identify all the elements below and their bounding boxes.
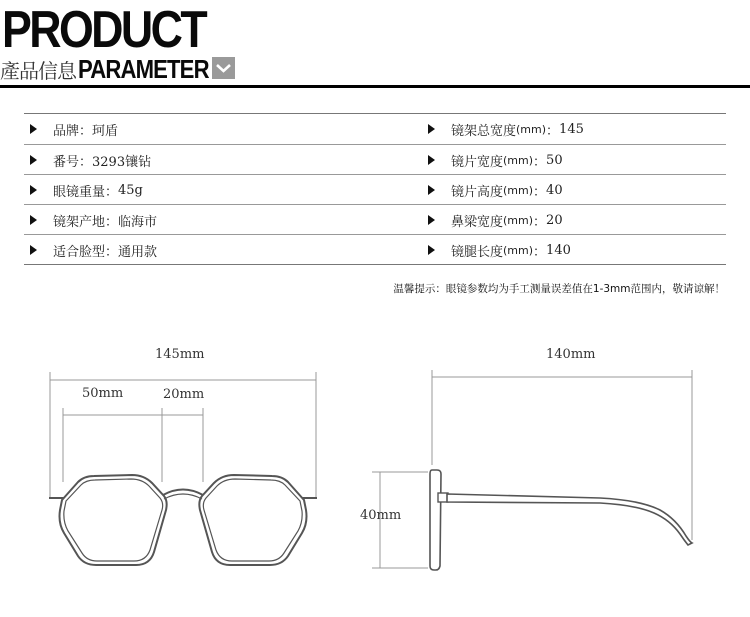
spec-separator: ：	[533, 214, 547, 230]
front-total-width-label: 145mm	[155, 347, 205, 362]
bridge-width-label: 20mm	[163, 387, 205, 402]
lens-width-label: 50mm	[82, 386, 124, 401]
spec-label: 眼镜重量：	[53, 184, 119, 200]
spec-label: 镜片高度	[451, 184, 504, 200]
spec-value: 140	[546, 242, 571, 258]
spec-label: 镜腿长度	[451, 244, 504, 260]
spec-value: 临海市	[118, 214, 158, 230]
measurement-notice: 温馨提示：眼镜参数均为手工测量误差值在1-3mm范围内，敬请谅解！	[393, 283, 725, 295]
spec-unit: (mm)	[516, 122, 547, 136]
spec-label: 品牌：	[53, 123, 93, 139]
spec-separator: ：	[533, 244, 547, 260]
glasses-side-view	[430, 470, 692, 570]
spec-value: 通用款	[118, 244, 158, 260]
spec-unit: (mm)	[503, 213, 534, 227]
spec-value: 珂盾	[92, 123, 119, 139]
temple-length-label: 140mm	[546, 347, 596, 362]
spec-label: 适合脸型：	[53, 244, 119, 260]
spec-value: 20	[546, 212, 563, 228]
spec-value: 45g	[118, 182, 143, 198]
spec-value: 145	[559, 121, 584, 137]
spec-value: 3293镶钻	[92, 154, 152, 170]
spec-separator: ：	[546, 123, 560, 139]
subtitle-cn: 產品信息	[0, 58, 76, 83]
spec-label: 番号：	[53, 154, 93, 170]
spec-value: 40	[546, 182, 563, 198]
spec-label: 镜片宽度	[451, 154, 504, 170]
spec-label: 鼻梁宽度	[451, 214, 504, 230]
spec-label: 镜架总宽度	[451, 123, 517, 139]
lens-height-label: 40mm	[360, 508, 402, 523]
spec-separator: ：	[533, 184, 547, 200]
spec-value: 50	[546, 152, 563, 168]
glasses-front-view	[49, 475, 317, 565]
spec-label: 镜架产地：	[53, 214, 119, 230]
spec-unit: (mm)	[503, 243, 534, 257]
spec-unit: (mm)	[503, 153, 534, 167]
side-dimension-lines	[372, 370, 692, 568]
spec-unit: (mm)	[503, 183, 534, 197]
spec-separator: ：	[533, 154, 547, 170]
subtitle-en: PARAMETER	[78, 53, 209, 84]
page-title: PRODUCT	[2, 1, 206, 59]
